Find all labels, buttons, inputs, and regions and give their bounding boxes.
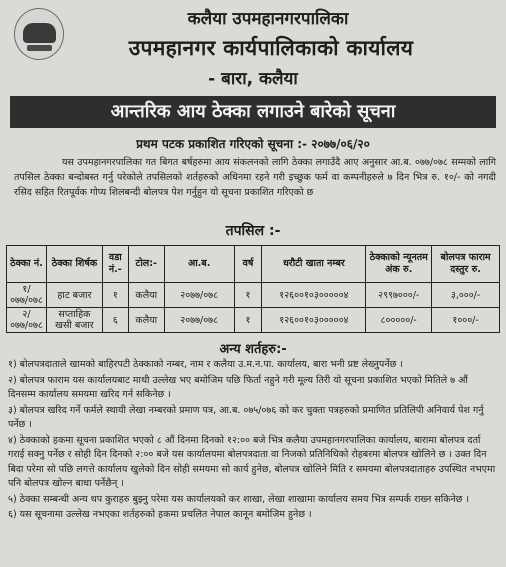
publication-date: प्रथम पटक प्रकाशित गरिएको सूचना :- २०७७/०६/२०	[136, 137, 370, 151]
col-years: वर्ष	[234, 246, 262, 283]
col-form-fee: बोलपत्र फाराम दस्तुर रु.	[432, 246, 500, 283]
cell-ward-no: १	[102, 283, 128, 308]
cell-tole: कलैया	[128, 283, 164, 308]
cell-contract-no: १/ ०७७/०७८	[7, 283, 47, 308]
tapsil-heading: तपसिल :-	[225, 223, 281, 239]
cell-contract-no: २/ ०७७/०७८	[7, 308, 47, 333]
cell-min-amount: ८०००००/-	[366, 308, 432, 333]
term-item: ५) ठेक्का सम्बन्धी अन्य थप कुराहरु बुझ्नु परेमा यस कार्यालयको कर शाखा, लेखा शाखामा कार्यालय समय भित्र सम्पर्क राख्न सकिनेछ ।	[8, 493, 470, 505]
cell-deposit-account: १२६००१०३०००००४	[262, 308, 366, 333]
col-contract-title: ठेक्का शिर्षक	[46, 246, 102, 283]
intro-paragraph: यस उपमहानगरपालिका गत बिगत बर्षहरुमा आय संकलनको लागि ठेक्का लगाउँदै आए अनुसार आ.ब. ०७७/०७८ सम्मको लागि तपसिल ठेक्का बन्दोबस्त गर्नु परेकोले तपसिलको शर्तहरुको अधिनमा रहने गरी इच्छुक फर्म वा कम्पनीहरुले ७ दिन भित्र रु. १०/- को नगदी रसिद सहित रितपूर्वक गोप्य शिलबन्दी बोलपत्र पेश गर्नुहुन यो सूचना प्रकाशित गरिएको छ	[14, 157, 496, 198]
cell-tole: कलैया	[128, 308, 164, 333]
term-item: ३) बोलपत्र खरिद गर्ने फर्मले स्थायी लेखा नम्बरको प्रमाण पत्र, आ.ब. ०७५/०७६ को कर चुक्ता पत्रहरुको प्रमाणित प्रतिलिपी अनिवार्य पेश गर्नु पर्नेछ ।	[8, 404, 484, 430]
office-location: - बारा, कलैया	[208, 69, 298, 89]
office-name: उपमहानगर कार्यपालिकाको कार्यालय	[128, 36, 414, 60]
col-ward-no: वडा नं.-	[102, 246, 128, 283]
cell-min-amount: २९९७०००/-	[366, 283, 432, 308]
cell-fiscal-year: २०७७/०७८	[164, 283, 234, 308]
cell-contract-title: हाट बजार	[46, 283, 102, 308]
col-contract-no: ठेक्का नं.	[7, 246, 47, 283]
terms-heading: अन्य शर्तहरु:-	[219, 342, 287, 357]
col-fiscal-year: आ.ब.	[164, 246, 234, 283]
term-item: २) बोलपत्र फाराम यस कार्यालयबाट माथी उल्लेख भए बमोजिम पछि फिर्ता नहुने गरी मूल्य तिरी यो सूचना प्रकाशित भएको मितिले ७ औं दिनसम्म कार्यालय समयमा खरिद गर्न सकिनेछ ।	[8, 374, 468, 400]
col-min-amount: ठेक्काको न्यूनतम अंक रु.	[366, 246, 432, 283]
table-header-row	[7, 246, 500, 283]
notice-title-banner: आन्तरिक आय ठेक्का लगाउने बारेको सूचना	[10, 96, 496, 128]
cell-form-fee: ३,०००/-	[432, 283, 500, 308]
terms-list	[8, 358, 496, 524]
cell-years: १	[234, 283, 262, 308]
term-item: १) बोलपत्रदाताले खामको बाहिरपटी ठेक्काको नम्बर, नाम र कलैया उ.म.न.पा. कार्यालय, बारा भनी प्रष्ट लेख्नुपर्नेछ ।	[8, 359, 403, 370]
cell-deposit-account: १२६००१०३०००००४	[262, 283, 366, 308]
col-deposit-account: धरौटी खाता नम्बर	[262, 246, 366, 283]
municipality-name: कलैया उपमहानगरपालिका	[187, 9, 349, 29]
table-row	[7, 308, 500, 333]
cell-fiscal-year: २०७७/०७८	[164, 308, 234, 333]
col-tole: टोल:-	[128, 246, 164, 283]
cell-form-fee: १०००/-	[432, 308, 500, 333]
table-row	[7, 283, 500, 308]
cell-years: १	[234, 308, 262, 333]
term-item: ६) यस सूचनामा उल्लेख नभएका शर्तहरुको हकमा प्रचलित नेपाल कानून बमोजिम हुनेछ ।	[8, 509, 312, 520]
contract-table	[6, 245, 500, 333]
cell-ward-no: ६	[102, 308, 128, 333]
cell-contract-title: सप्ताहिक खसी बजार	[46, 308, 102, 333]
term-item: ४) ठेक्काको हकमा सूचना प्रकाशित भएको ८ औं दिनमा दिनको १२:०० बजे भित्र कलैया उपमहानगरपालिका कार्यालय, बारामा बोलपत्र दर्ता गराई सक्नु पर्नेछ र सोही दिन दिनको २:०० बजे यस कार्यालयमा बोलपत्रदाता वा निजको प्रतिनिधिको रोहबरमा बोलपत्र खोलिने छ । उक्त दिन बिदा परेमा सो पछि लगत्ते कार्यालय खुलेको दिन सोही समयमा सो कार्य हुनेछ, बोलपत्र खोलिने मिति र समयमा बोलपत्रदाताहरु उपस्थित नभएमा पनि बोलपत्र खोल्न बाधा पर्नेछैन् ।	[8, 434, 496, 489]
